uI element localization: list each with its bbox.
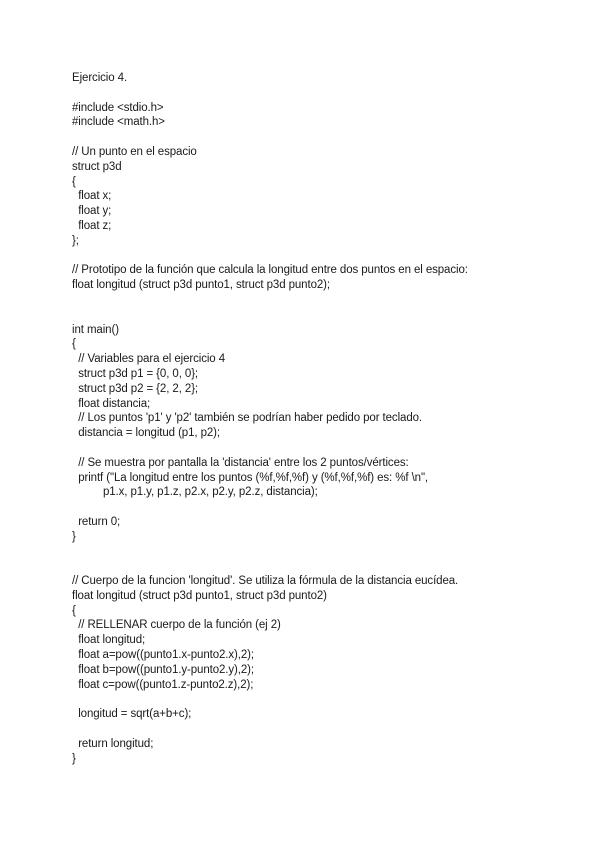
code-line: struct p3d p2 = {2, 2, 2}; bbox=[72, 382, 199, 395]
blank-line bbox=[72, 249, 572, 264]
code-line: float x; bbox=[72, 190, 112, 203]
blank-line bbox=[72, 692, 572, 707]
code-line: return longitud; bbox=[72, 737, 154, 750]
code-line: float z; bbox=[72, 219, 112, 232]
code-line: // Variables para el ejercicio 4 bbox=[72, 353, 225, 366]
code-line: // Un punto en el espacio bbox=[72, 145, 197, 158]
code-block bbox=[72, 71, 572, 766]
code-line: } bbox=[72, 752, 76, 765]
blank-line bbox=[72, 130, 572, 145]
code-line: // Cuerpo de la funcion 'longitud'. Se utiliza la fórmula de la distancia eucídea. bbox=[72, 575, 459, 588]
blank-line bbox=[72, 308, 572, 323]
code-line: float b=pow((punto1.y-punto2.y),2); bbox=[72, 663, 255, 676]
code-line: distancia = longitud (p1, p2); bbox=[72, 427, 220, 440]
blank-line bbox=[72, 86, 572, 101]
blank-line bbox=[72, 500, 572, 515]
code-line: #include <math.h> bbox=[72, 116, 165, 129]
code-line: float longitud (struct p3d punto1, struct p3d punto2) bbox=[72, 589, 327, 602]
code-line: float longitud; bbox=[72, 634, 146, 647]
code-line: }; bbox=[72, 234, 79, 247]
code-line: printf ("La longitud entre los puntos (%f,%f,%f) y (%f,%f,%f) es: %f \n", bbox=[72, 471, 429, 484]
code-line: float distancia; bbox=[72, 397, 151, 410]
code-line: { bbox=[72, 175, 76, 188]
code-line: longitud = sqrt(a+b+c); bbox=[72, 708, 192, 721]
code-line: Ejercicio 4. bbox=[72, 72, 128, 84]
blank-line bbox=[72, 441, 572, 456]
code-line: int main() bbox=[72, 323, 119, 336]
code-line: struct p3d p1 = {0, 0, 0}; bbox=[72, 367, 199, 380]
code-line: struct p3d bbox=[72, 160, 122, 173]
blank-line bbox=[72, 559, 572, 574]
code-line: // Prototipo de la función que calcula la longitud entre dos puntos en el espacio: bbox=[72, 264, 468, 277]
blank-line bbox=[72, 545, 572, 560]
code-line: return 0; bbox=[72, 515, 121, 528]
blank-line bbox=[72, 293, 572, 308]
code-line: float y; bbox=[72, 205, 112, 218]
code-line: // RELLENAR cuerpo de la función (ej 2) bbox=[72, 619, 281, 632]
code-line: } bbox=[72, 530, 76, 543]
code-line: float a=pow((punto1.x-punto2.x),2); bbox=[72, 649, 255, 662]
code-line: float longitud (struct p3d punto1, struct p3d punto2); bbox=[72, 279, 330, 292]
code-line: #include <stdio.h> bbox=[72, 101, 164, 114]
blank-line bbox=[72, 722, 572, 737]
code-line: // Se muestra por pantalla la 'distancia' entre los 2 puntos/vértices: bbox=[72, 456, 409, 469]
code-line: { bbox=[72, 338, 76, 351]
code-line: float c=pow((punto1.z-punto2.z),2); bbox=[72, 678, 254, 691]
code-line: p1.x, p1.y, p1.z, p2.x, p2.y, p2.z, distancia); bbox=[72, 486, 318, 499]
code-line: { bbox=[72, 604, 76, 617]
code-line: // Los puntos 'p1' y 'p2' también se podrían haber pedido por teclado. bbox=[72, 412, 423, 425]
